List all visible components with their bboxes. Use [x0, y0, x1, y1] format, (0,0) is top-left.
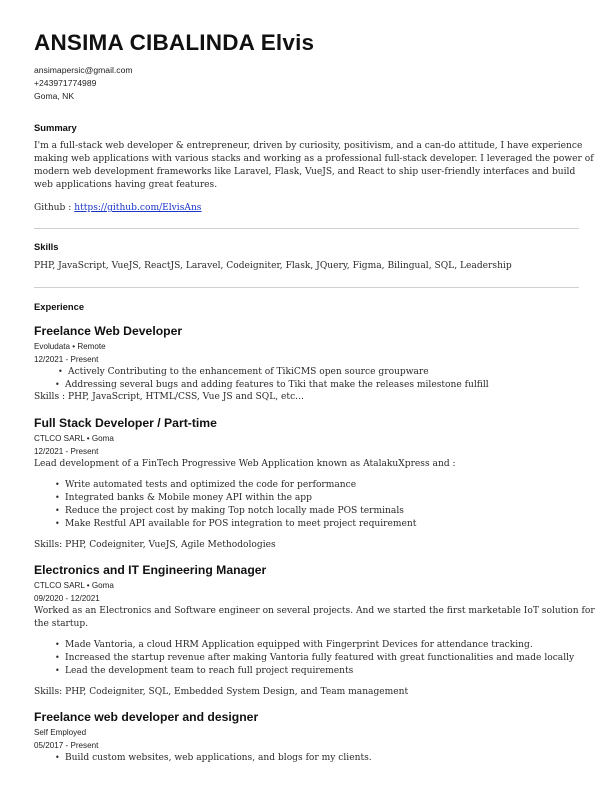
job-title: Freelance web developer and designer [34, 710, 259, 724]
bullet-icon: • [55, 380, 60, 389]
job-dates: 12/2021 - Present [34, 447, 99, 456]
summary-line: modern web development frameworks like Laravel, Flask, VueJS, and React to ship user-friendly interfaces and build [34, 167, 576, 177]
job-bullet: • Increased the startup revenue after making Vantoria fully featured with great functionalities and made locally [55, 653, 575, 663]
job-skills: Skills: PHP, Codeigniter, VueJS, Agile Methodologies [34, 540, 276, 550]
job-bullet: • Make Restful API available for POS integration to meet project requirement [55, 519, 417, 529]
job-company: CTLCO SARL • Goma [34, 434, 114, 443]
bullet-icon: • [55, 640, 60, 649]
job-bullet: • Write automated tests and optimized the code for performance [55, 480, 357, 490]
candidate-name: ANSIMA CIBALINDA Elvis [34, 30, 315, 55]
summary-line: making web applications with various stacks and working as a professional full-stack developer. I leveraged the power of [34, 154, 594, 164]
job-dates: 05/2017 - Present [34, 741, 99, 750]
bullet-icon: • [55, 653, 60, 662]
job-company: CTLCO SARL • Goma [34, 581, 114, 590]
job-title: Full Stack Developer / Part-time [34, 416, 217, 430]
job-dates: 12/2021 - Present [34, 355, 99, 364]
job-bullet: • Integrated banks & Mobile money API within the app [55, 493, 312, 503]
bullet-icon: • [55, 753, 60, 762]
skills-list: PHP, JavaScript, VueJS, ReactJS, Laravel, Codeigniter, Flask, JQuery, Figma, Bilingual, SQL, Leadership [34, 261, 512, 271]
job-dates: 09/2020 - 12/2021 [34, 594, 100, 603]
section-title-summary: Summary [34, 122, 77, 133]
contact-phone: +243971774989 [34, 78, 97, 88]
summary-line: I'm a full-stack web developer & entrepreneur, driven by curiosity, positivism, and a can-do attitude, I have experience [34, 141, 583, 151]
github-label: Github : [34, 203, 75, 213]
job-bullet: • Reduce the project cost by making Top notch locally made POS terminals [55, 506, 404, 516]
section-title-skills: Skills [34, 241, 59, 252]
bullet-icon: • [55, 506, 60, 515]
job-skills: Skills: PHP, Codeigniter, SQL, Embedded System Design, and Team management [34, 687, 409, 697]
job-bullet: • Lead the development team to reach full project requirements [55, 666, 354, 676]
section-divider [34, 228, 579, 229]
github-row [34, 203, 201, 213]
summary-line: web applications having great features. [34, 180, 218, 190]
job-bullet: • Build custom websites, web applications, and blogs for my clients. [55, 753, 372, 763]
bullet-icon: • [55, 493, 60, 502]
job-title: Electronics and IT Engineering Manager [34, 563, 267, 577]
job-title: Freelance Web Developer [34, 324, 183, 338]
job-bullet: • Actively Contributing to the enhancement of TikiCMS open source groupware [58, 367, 429, 377]
section-divider [34, 287, 579, 288]
contact-email: ansimapersic@gmail.com [34, 65, 133, 75]
bullet-icon: • [55, 480, 60, 489]
job-company: Self Employed [34, 728, 87, 737]
contact-location: Goma, NK [34, 91, 75, 101]
job-company: Evoludata • Remote [34, 342, 106, 351]
job-intro: Worked as an Electronics and Software engineer on several projects. And we started the first marketable IoT solution for [34, 606, 595, 616]
job-skills: Skills : PHP, JavaScript, HTML/CSS, Vue JS and SQL, etc... [34, 392, 304, 402]
job-intro: the startup. [34, 619, 89, 629]
github-link[interactable]: https://github.com/ElvisAns [74, 203, 202, 213]
section-title-experience: Experience [34, 301, 85, 312]
job-intro: Lead development of a FinTech Progressive Web Application known as AtalakuXpress and : [34, 459, 456, 469]
job-bullet: • Addressing several bugs and adding features to Tiki that make the releases milestone fulfill [55, 380, 489, 390]
bullet-icon: • [55, 519, 60, 528]
bullet-icon: • [58, 367, 63, 376]
bullet-icon: • [55, 666, 60, 675]
job-bullet: • Made Vantoria, a cloud HRM Application equipped with Fingerprint Devices for attendance tracking. [55, 640, 533, 650]
